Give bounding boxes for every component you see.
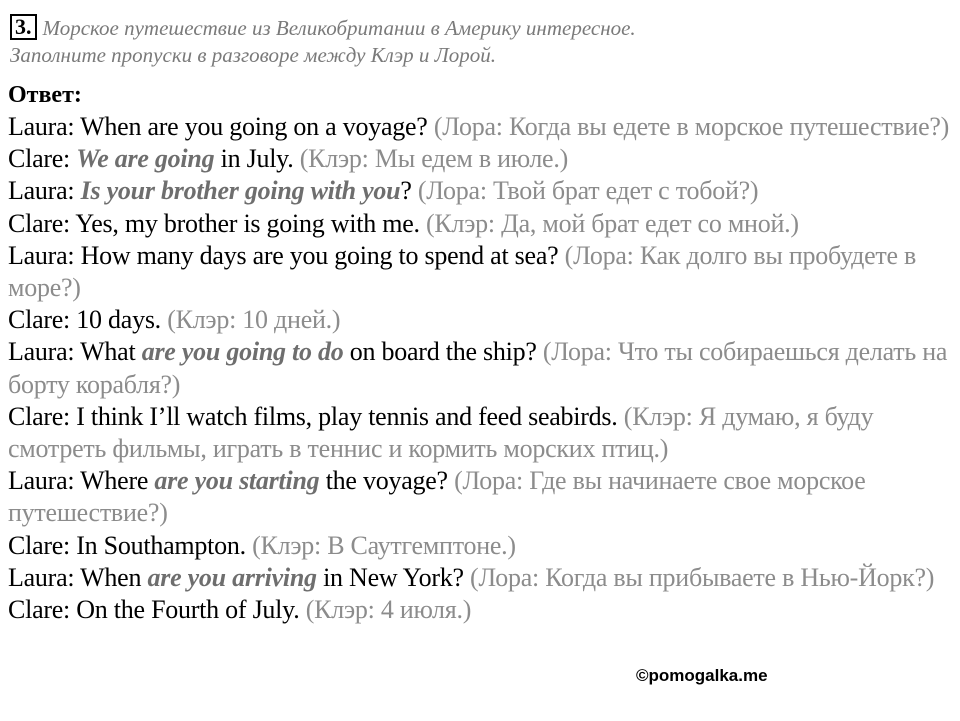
line-text: Clare: In Southampton. (8, 530, 253, 560)
line-text: in July. (214, 144, 300, 174)
translation: (Лора: Где вы начинаете свое морское путешествие?) (8, 466, 866, 528)
task-number-box: 3. (10, 14, 37, 40)
dialogue-line (8, 304, 954, 336)
answer-heading: Ответ: (8, 82, 82, 108)
filled-gap: are you going to do (141, 337, 344, 367)
dialogue-line (8, 336, 954, 400)
task-instruction-line-2: Заполните пропуски в разговоре между Клэр и Лорой. (10, 43, 497, 67)
translation: (Клэр: В Саутгемптоне.) (252, 530, 516, 560)
dialogue-line (8, 401, 954, 465)
line-text: Clare: On the Fourth of July. (8, 595, 306, 625)
line-text: Laura: When (8, 562, 148, 592)
filled-gap: We are going (76, 144, 215, 174)
line-text: in New York? (316, 562, 471, 592)
dialogue-line (8, 530, 954, 562)
filled-gap: are you starting (154, 466, 320, 496)
filled-gap: are you arriving (147, 562, 317, 592)
dialogue-line (8, 111, 954, 143)
line-text: Laura: What (8, 337, 142, 367)
dialogue-line (8, 562, 954, 594)
dialogue-line (8, 594, 954, 626)
translation: (Клэр: Да, мой брат едет со мной.) (426, 208, 799, 238)
translation: (Клэр: Мы едем в июле.) (299, 144, 569, 174)
line-text: Laura: (8, 176, 81, 206)
dialogue (8, 111, 954, 626)
dialogue-line (8, 143, 954, 175)
dialogue-line (8, 240, 954, 304)
line-text: Laura: Where (8, 466, 155, 496)
translation: (Клэр: 10 дней.) (167, 305, 341, 335)
translation: (Клэр: 4 июля.) (305, 595, 472, 625)
line-text: Laura: How many days are you going to spend at sea? (8, 240, 565, 270)
translation: (Клэр: Я думаю, я буду смотреть фильмы, играть в теннис и кормить морских птиц.) (8, 401, 874, 464)
line-text: Clare: 10 days. (8, 305, 168, 335)
translation: (Лора: Твой брат едет с тобой?) (417, 176, 759, 206)
translation: (Лора: Как долго вы пробудете в море?) (8, 240, 917, 303)
watermark: ©pomogalka.me (636, 666, 768, 685)
line-text: Clare: I think I’ll watch films, play tennis and feed seabirds. (8, 401, 624, 431)
translation: (Лора: Когда вы прибываете в Нью-Йорк?) (470, 562, 935, 592)
translation: (Лора: Когда вы едете в морское путешествие?) (433, 112, 950, 141)
translation: (Лора: Что ты собираешься делать на борту корабля?) (8, 337, 948, 399)
line-text: ? (400, 176, 418, 206)
dialogue-line (8, 175, 954, 207)
filled-gap: Is your brother going with you (80, 176, 401, 206)
line-text: the voyage? (319, 466, 455, 496)
dialogue-line (8, 465, 954, 529)
document-page (8, 14, 954, 626)
task-instruction-line-1: Морское путешествие из Великобритании в Америку интересное. (42, 16, 636, 40)
line-text: Laura: When are you going on a voyage? (8, 112, 434, 141)
line-text: on board the ship? (343, 337, 543, 367)
line-text: Clare: Yes, my brother is going with me. (8, 208, 427, 238)
line-text: Clare: (8, 144, 77, 174)
dialogue-line (8, 208, 954, 240)
task-header (10, 14, 954, 69)
